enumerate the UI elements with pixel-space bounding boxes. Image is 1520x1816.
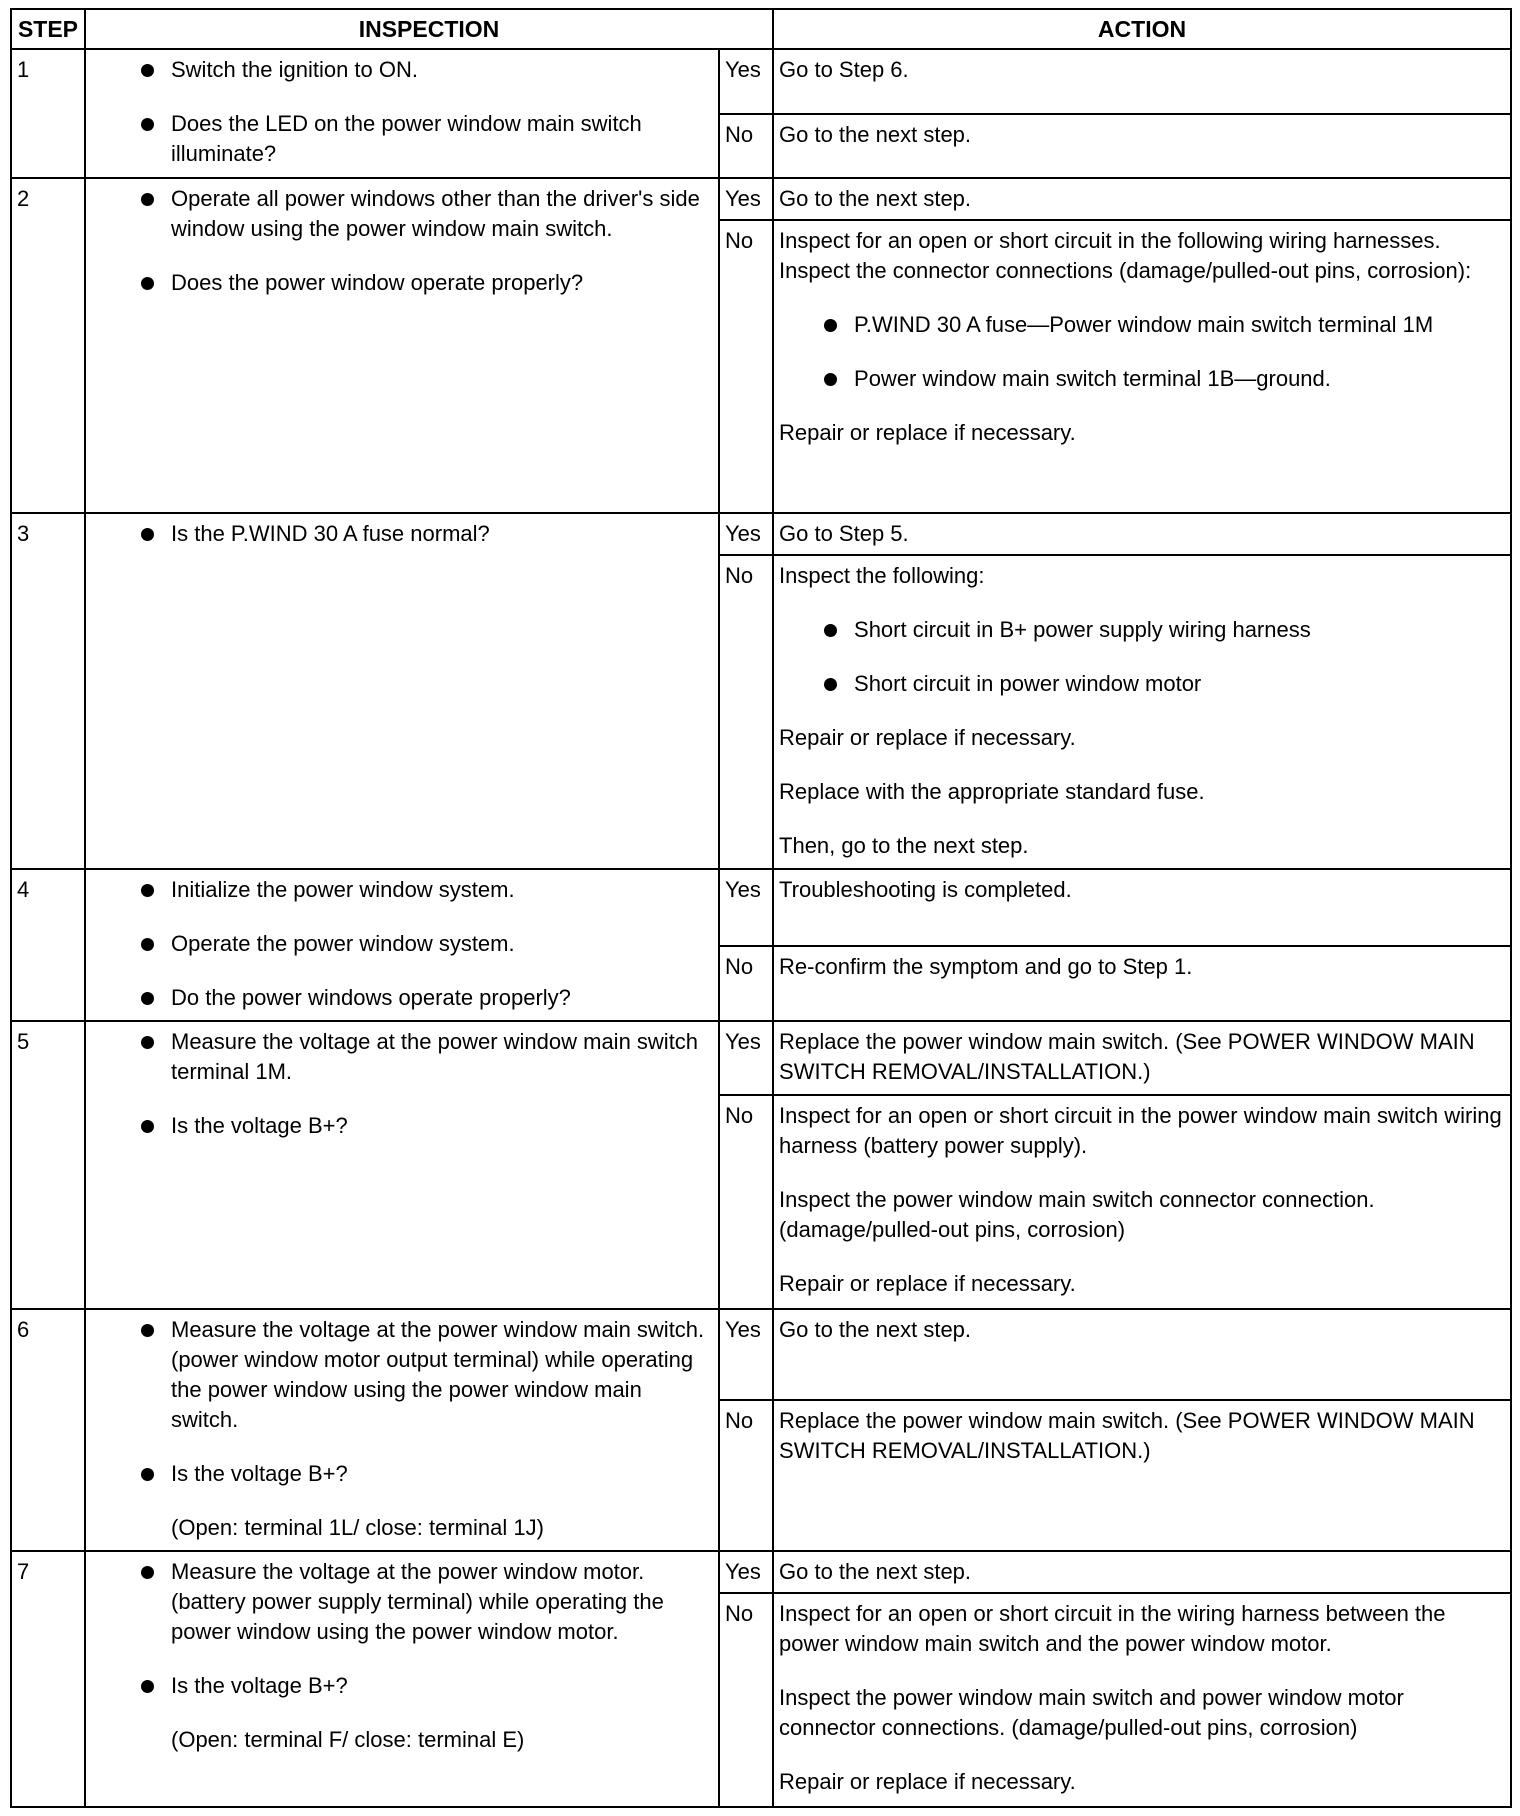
bullet-icon — [824, 678, 837, 691]
action-text: Inspect for an open or short circuit in the power window main switch wiring harness (battery power supply). — [779, 1103, 1502, 1159]
inspection-text: Operate the power window system. — [171, 931, 515, 957]
inspection-item — [91, 983, 712, 1013]
yes-label: Yes — [719, 1309, 773, 1400]
step-row-5 — [11, 1021, 1511, 1096]
no-action — [773, 555, 1511, 870]
inspection-item — [91, 1111, 712, 1141]
inspection-list — [91, 1557, 712, 1701]
inspection-list — [91, 519, 712, 549]
troubleshooting-table — [10, 8, 1512, 1808]
no-label: No — [719, 1095, 773, 1309]
bullet-icon — [824, 624, 837, 637]
inspection-cell — [85, 49, 719, 178]
table-body — [11, 49, 1511, 1807]
action-bullet-text: Power window main switch terminal 1B—ground. — [854, 366, 1331, 392]
yes-action — [773, 1551, 1511, 1593]
action-bullet-item — [779, 669, 1504, 699]
yes-action — [773, 513, 1511, 555]
no-action — [773, 114, 1511, 179]
yes-action — [773, 1309, 1511, 1400]
bullet-icon — [141, 1680, 154, 1693]
header-step: STEP — [11, 9, 85, 49]
inspection-list — [91, 875, 712, 1013]
yes-label: Yes — [719, 1021, 773, 1096]
inspection-text: Initialize the power window system. — [171, 877, 515, 903]
step-number: 6 — [11, 1309, 85, 1551]
no-action — [773, 220, 1511, 512]
action-bullet-list — [779, 310, 1504, 394]
inspection-text: Operate all power windows other than the driver's side window using the power window main switch. — [171, 186, 700, 241]
inspection-text: Measure the voltage at the power window main switch terminal 1M. — [171, 1028, 699, 1084]
inspection-cell — [85, 1309, 719, 1551]
inspection-text: Is the P.WIND 30 A fuse normal? — [171, 520, 490, 546]
action-text: Go to Step 6. — [779, 57, 909, 82]
action-text: Go to Step 5. — [779, 520, 909, 546]
bullet-icon — [141, 1120, 154, 1133]
action-text: Troubleshooting is completed. — [779, 877, 1072, 903]
bullet-icon — [141, 64, 154, 77]
bullet-icon — [141, 528, 154, 541]
action-bullet-item — [779, 364, 1504, 394]
inspection-cell — [85, 1021, 719, 1309]
inspection-list — [91, 184, 712, 298]
inspection-item — [91, 109, 712, 169]
inspection-cell — [85, 513, 719, 870]
no-label: No — [719, 946, 773, 1021]
inspection-text: Is the voltage B+? — [171, 1112, 348, 1138]
yes-action — [773, 869, 1511, 946]
inspection-item — [91, 1027, 712, 1087]
action-text: Inspect for an open or short circuit in the wiring harness between the power window main switch and the power window motor. — [779, 1601, 1446, 1657]
inspection-item — [91, 55, 712, 85]
inspection-item — [91, 875, 712, 905]
header-inspection: INSPECTION — [85, 9, 773, 49]
step-number: 1 — [11, 49, 85, 178]
yes-label: Yes — [719, 49, 773, 114]
inspection-item — [91, 929, 712, 959]
inspection-item — [91, 1459, 712, 1489]
inspection-text: Measure the voltage at the power window motor. (battery power supply terminal) while operating the power window using the power window motor. — [171, 1558, 664, 1644]
inspection-text: Is the voltage B+? — [171, 1672, 348, 1698]
inspection-item — [91, 268, 712, 298]
bullet-icon — [141, 1566, 154, 1579]
no-label: No — [719, 555, 773, 870]
yes-action — [773, 178, 1511, 220]
header-action: ACTION — [773, 9, 1511, 49]
bullet-icon — [824, 373, 837, 386]
inspection-item — [91, 184, 712, 244]
action-text: Replace the power window main switch. (See POWER WINDOW MAIN SWITCH REMOVAL/INSTALLATION.) — [779, 1408, 1475, 1464]
bullet-icon — [141, 992, 154, 1005]
action-bullet-text: Short circuit in B+ power supply wiring harness — [854, 616, 1311, 642]
inspection-text: Does the LED on the power window main switch illuminate? — [171, 111, 642, 166]
action-text: Re-confirm the symptom and go to Step 1. — [779, 954, 1193, 980]
bullet-icon — [141, 1468, 154, 1481]
inspection-list — [91, 55, 712, 169]
action-text: Repair or replace if necessary. — [779, 420, 1076, 446]
bullet-icon — [141, 884, 154, 897]
step-number: 7 — [11, 1551, 85, 1807]
bullet-icon — [141, 193, 154, 206]
no-label: No — [719, 1400, 773, 1550]
no-label: No — [719, 220, 773, 512]
action-text: Then, go to the next step. — [779, 832, 1029, 858]
step-number: 4 — [11, 869, 85, 1020]
action-text: Repair or replace if necessary. — [779, 1769, 1076, 1795]
yes-label: Yes — [719, 178, 773, 220]
action-text: Go to the next step. — [779, 1316, 972, 1342]
action-bullet-text: P.WIND 30 A fuse—Power window main switch terminal 1M — [854, 312, 1434, 338]
no-action — [773, 1593, 1511, 1807]
no-action — [773, 1095, 1511, 1309]
action-text: Repair or replace if necessary. — [779, 1271, 1076, 1297]
inspection-cell — [85, 1551, 719, 1807]
no-label: No — [719, 1593, 773, 1807]
action-bullet-list — [779, 615, 1504, 699]
bullet-icon — [141, 1036, 154, 1049]
no-action — [773, 1400, 1511, 1550]
inspection-cell — [85, 178, 719, 513]
inspection-item — [91, 1671, 712, 1701]
inspection-text: Measure the voltage at the power window main switch. (power window motor output terminal) while operating the power window using the power window main switch. — [171, 1316, 705, 1432]
inspection-note: (Open: terminal 1L/ close: terminal 1J) — [171, 1514, 544, 1540]
bullet-icon — [824, 319, 837, 332]
bullet-icon — [141, 938, 154, 951]
action-text: Replace the power window main switch. (See POWER WINDOW MAIN SWITCH REMOVAL/INSTALLATION.) — [779, 1028, 1475, 1084]
header-row — [11, 9, 1511, 49]
inspection-note: (Open: terminal F/ close: terminal E) — [171, 1726, 525, 1752]
action-text: Go to the next step. — [779, 186, 972, 211]
action-text: Replace with the appropriate standard fuse. — [779, 778, 1205, 804]
step-row-3 — [11, 513, 1511, 555]
inspection-text: Is the voltage B+? — [171, 1460, 348, 1486]
action-text: Go to the next step. — [779, 121, 972, 147]
step-row-7 — [11, 1551, 1511, 1593]
yes-action — [773, 49, 1511, 114]
no-label: No — [719, 114, 773, 179]
yes-label: Yes — [719, 1551, 773, 1593]
step-row-1 — [11, 49, 1511, 114]
step-number: 2 — [11, 178, 85, 513]
step-row-2 — [11, 178, 1511, 220]
inspection-item — [91, 519, 712, 549]
action-text: Inspect the power window main switch and power window motor connector connections. (damage/pulled-out pins, corrosion) — [779, 1685, 1404, 1741]
step-number: 3 — [11, 513, 85, 870]
no-action — [773, 946, 1511, 1021]
action-text: Repair or replace if necessary. — [779, 724, 1076, 750]
bullet-icon — [141, 1324, 154, 1337]
action-intro: Inspect the following: — [779, 562, 985, 588]
inspection-list — [91, 1315, 712, 1489]
action-text: Go to the next step. — [779, 1558, 972, 1584]
yes-label: Yes — [719, 869, 773, 946]
bullet-icon — [141, 277, 154, 290]
inspection-item — [91, 1557, 712, 1647]
action-bullet-item — [779, 615, 1504, 645]
inspection-list — [91, 1027, 712, 1141]
bullet-icon — [141, 118, 154, 131]
action-bullet-item — [779, 310, 1504, 340]
yes-label: Yes — [719, 513, 773, 555]
inspection-item — [91, 1315, 712, 1435]
inspection-text: Do the power windows operate properly? — [171, 985, 571, 1011]
action-intro: Inspect for an open or short circuit in the following wiring harnesses. Inspect the connector connections (damage/pulled-out pins, corrosion): — [779, 228, 1472, 284]
inspection-cell — [85, 869, 719, 1020]
step-row-4 — [11, 869, 1511, 946]
action-bullet-text: Short circuit in power window motor — [854, 670, 1202, 696]
action-text: Inspect the power window main switch connector connection. (damage/pulled-out pins, corrosion) — [779, 1187, 1375, 1243]
yes-action — [773, 1021, 1511, 1096]
inspection-text: Does the power window operate properly? — [171, 270, 584, 295]
step-number: 5 — [11, 1021, 85, 1309]
step-row-6 — [11, 1309, 1511, 1400]
inspection-text: Switch the ignition to ON. — [171, 57, 419, 82]
